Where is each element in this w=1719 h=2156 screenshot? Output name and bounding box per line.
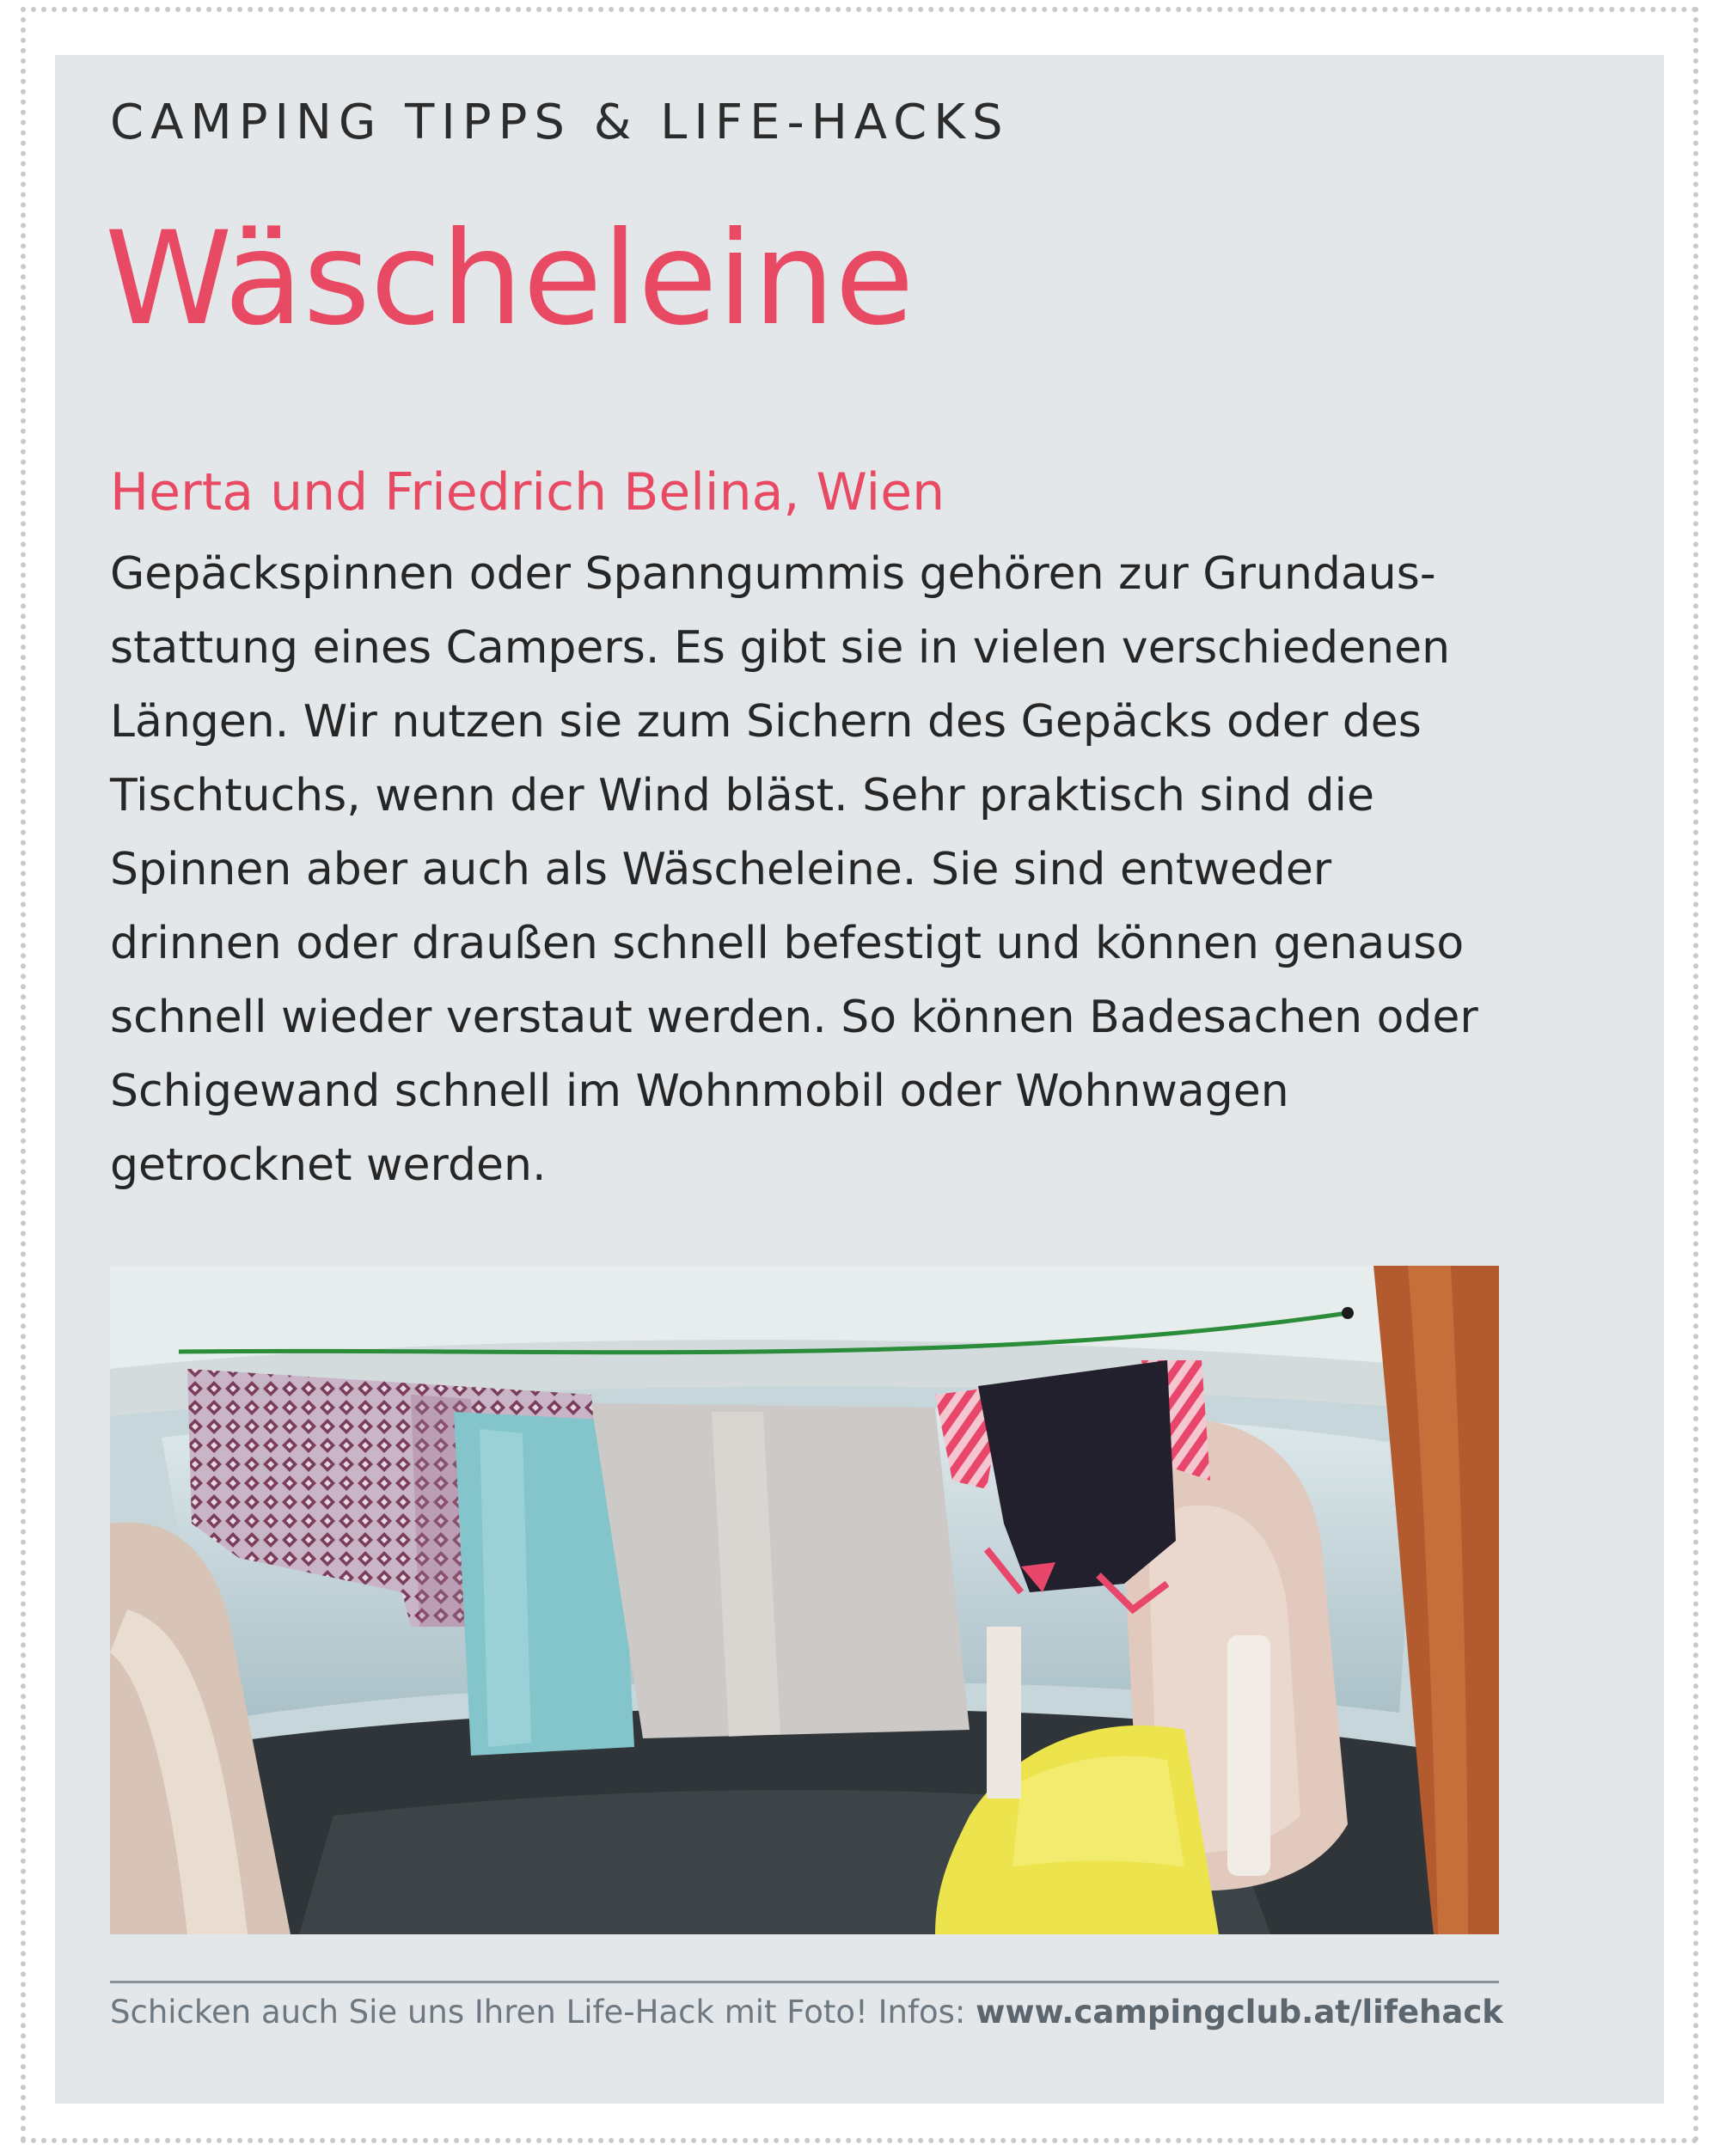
body-line: getrocknet werden. (110, 1139, 547, 1191)
body-line: Tischtuchs, wenn der Wind bläst. Sehr praktisch sind die (110, 770, 1374, 821)
section-kicker: CAMPING TIPPS & LIFE-HACKS (110, 95, 1010, 150)
body-line: drinnen oder draußen schnell befestigt und können genauso (110, 918, 1465, 969)
body-line: schnell wieder verstaut werden. So können Badesachen oder (110, 992, 1478, 1043)
article-photo (110, 1266, 1499, 1934)
footer-divider (110, 1981, 1499, 1983)
footer-link[interactable]: www.campingclub.at/lifehack (976, 1994, 1503, 2031)
body-line: stattung eines Campers. Es gibt sie in vielen verschiedenen (110, 622, 1451, 674)
article-author: Herta und Friedrich Belina, Wien (110, 462, 945, 522)
body-line: Gepäckspinnen oder Spanngummis gehören zur Grundaus- (110, 548, 1436, 600)
article-title: Wäscheleine (105, 205, 915, 354)
article-body (110, 537, 1571, 1202)
body-line: Längen. Wir nutzen sie zum Sichern des Gepäcks oder des (110, 696, 1422, 748)
body-line: Schigewand schnell im Wohnmobil oder Wohnwagen (110, 1066, 1289, 1117)
footer-note (110, 1994, 1503, 2031)
footer-text: Schicken auch Sie uns Ihren Life-Hack mit Foto! Infos: (110, 1994, 976, 2031)
laundry-line-photo (110, 1266, 1499, 1934)
body-line: Spinnen aber auch als Wäscheleine. Sie sind entweder (110, 844, 1332, 895)
